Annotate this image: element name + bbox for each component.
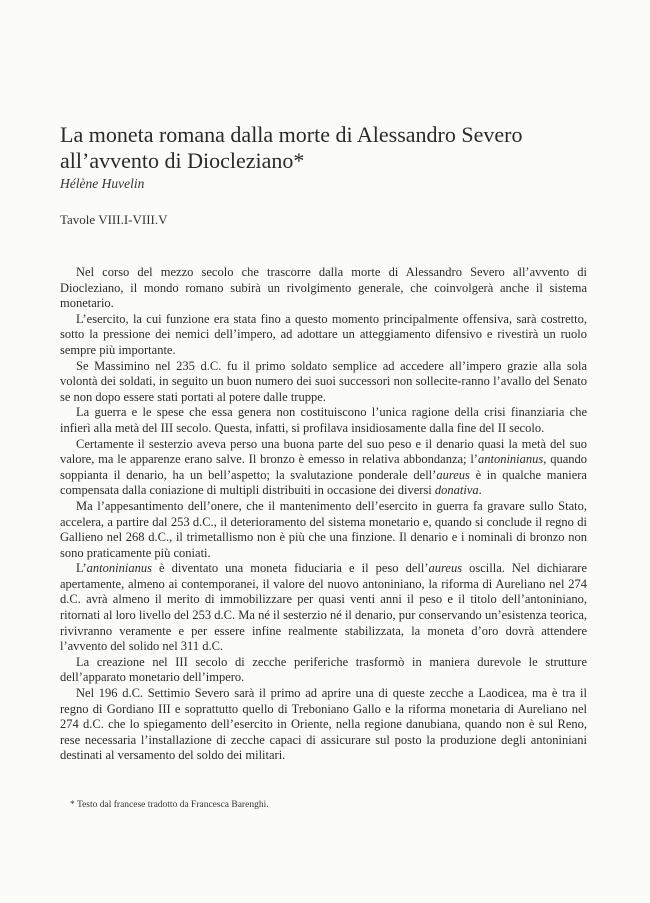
footnote: * Testo dal francese tradotto da Francesca Barenghi. [70, 800, 269, 810]
paragraph-2: L’esercito, la cui funzione era stata fino a questo momento principalmente offensiva, sarà costretto, sotto la pressione dei nemici dell’impero, ad adottare un atteggiamento difensivo e rivestirà un ruolo sempre più importante. [60, 311, 587, 357]
author-name: Hélène Huvelin [60, 176, 145, 191]
paragraph-9: Nel 196 d.C. Settimio Severo sarà il primo ad aprire una di queste zecche a Laodicea, ma è tra il regno di Gordiano III e soprattutto quello di Treboniano Gallo e la riforma monetaria di Aureliano nel 274 d.C. che lo spiegamento dell’esercito in Oriente, nella regione danubiana, quando non è sul Reno, rese necessaria l’installazione di zecche capaci di assicurare sul posto la produzione degli antoniniani destinati al versamento del soldo dei militari. [60, 686, 587, 763]
paragraph-6: Ma l’appesantimento dell’onere, che il mantenimento dell’esercito in guerra fa gravare sullo Stato, accelera, a partire dal 253 d.C., il deterioramento del sistema monetario e, quando si conclude il regno di Gallieno nel 268 d.C., il trimetallismo non è più che una finzione. Il denario e i nominali di bronzo non sono praticamente più coniati. [60, 498, 587, 560]
title-line-1: La moneta romana dalla morte di Alessandro Severo [60, 122, 523, 147]
title-line-2: all’avvento di Diocleziano* [60, 148, 305, 173]
paragraph-8: La creazione nel III secolo di zecche periferiche trasformò in maniera durevole le strutture dell’apparato monetario dell’impero. [60, 654, 587, 685]
paragraph-3: Se Massimino nel 235 d.C. fu il primo soldato semplice ad accedere all’impero grazie alla sola volontà dei soldati, in seguito un buon numero dei suoi successori non sollecite-ranno l’avallo del Senato se non dopo essere stati portati al potere dalle truppe. [60, 358, 587, 404]
paragraph-4: La guerra e le spese che essa genera non costituiscono l’unica ragione della crisi finanziaria che infierì alla metà del III secolo. Questa, infatti, si profilava insidiosamente dalla fine del II secolo. [60, 405, 587, 435]
plates-reference: Tavole VIII.I-VIII.V [60, 212, 168, 227]
article-body [60, 265, 587, 764]
article-title [60, 122, 600, 174]
paragraph-7: L’antoninianus è diventato una moneta fiduciaria e il peso dell’aureus oscilla. Nel dichiarare apertamente, almeno ai contemporanei, il valore del nuovo antoniniano, la riforma di Aureliano nel 274 d.C. avrà almeno il merito di immobilizzare per quasi venti anni il peso e il titolo dell’antoniniano, ritornati al loro livello del 253 d.C. Ma né il sesterzio né il denario, pur conservando un’esistenza teorica, rivivranno veramente e per essere infine realmente stabilizzata, la moneta d’oro dovrà attendere l’avvento del solido nel 311 d.C. [60, 561, 587, 654]
paragraph-5: Certamente il sesterzio aveva perso una buona parte del suo peso e il denario quasi la metà del suo valore, ma le apparenze erano salve. Il bronzo è emesso in relativa abbondanza; l’antoninianus, quando soppianta il denario, ha un bell’aspetto; la svalutazione ponderale dell’aureus è in qualche maniera compensata dalla coniazione di multipli distribuiti in occasione dei diversi donativa. [60, 436, 587, 498]
paragraph-1: Nel corso del mezzo secolo che trascorre dalla morte di Alessandro Severo all’avvento di Diocleziano, il mondo romano subirà un rivolgimento generale, che coinvolgerà anche il sistema monetario. [60, 265, 587, 311]
